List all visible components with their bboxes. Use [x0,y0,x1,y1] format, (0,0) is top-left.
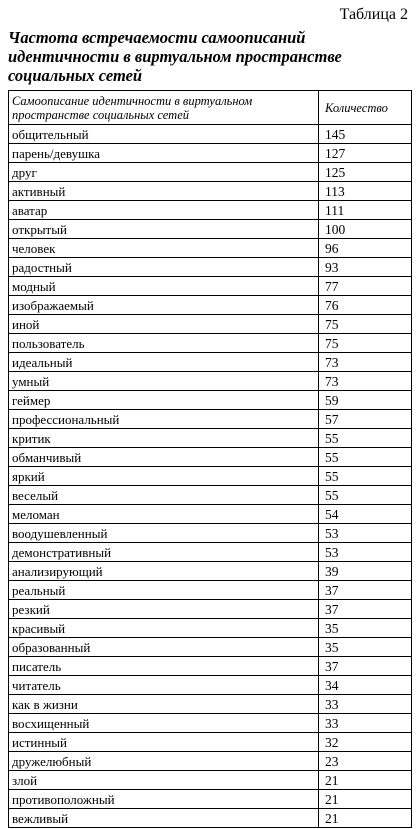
count-cell: 57 [319,410,412,429]
table-row [9,505,412,524]
term-cell: демонстративный [9,543,319,562]
count-cell: 96 [319,239,412,258]
count-cell: 37 [319,581,412,600]
term-cell: писатель [9,657,319,676]
table-row [9,353,412,372]
count-cell: 100 [319,220,412,239]
frequency-table [8,90,412,828]
count-cell: 76 [319,296,412,315]
table-number-label: Таблица 2 [339,6,408,23]
count-cell: 35 [319,619,412,638]
table-row [9,182,412,201]
table-row [9,315,412,334]
table-row [9,543,412,562]
table-row [9,201,412,220]
count-cell: 37 [319,657,412,676]
table-row [9,163,412,182]
table-row [9,600,412,619]
count-cell: 93 [319,258,412,277]
table-row [9,144,412,163]
count-cell: 32 [319,733,412,752]
term-cell: активный [9,182,319,201]
term-cell: образованный [9,638,319,657]
count-cell: 125 [319,163,412,182]
term-cell: красивый [9,619,319,638]
count-cell: 73 [319,372,412,391]
count-cell: 77 [319,277,412,296]
table-row [9,695,412,714]
count-cell: 21 [319,809,412,828]
term-cell: критик [9,429,319,448]
table-row [9,638,412,657]
term-cell: яркий [9,467,319,486]
table-row [9,486,412,505]
term-cell: анализирующий [9,562,319,581]
table-row [9,258,412,277]
count-cell: 55 [319,429,412,448]
table-row [9,239,412,258]
count-cell: 34 [319,676,412,695]
count-cell: 21 [319,771,412,790]
table-row [9,581,412,600]
table-row [9,733,412,752]
table-row [9,410,412,429]
count-cell: 33 [319,695,412,714]
term-cell: геймер [9,391,319,410]
term-cell: вежливый [9,809,319,828]
term-cell: умный [9,372,319,391]
table-row [9,125,412,144]
table-row [9,429,412,448]
table-row [9,714,412,733]
table-row [9,448,412,467]
term-cell: иной [9,315,319,334]
count-cell: 113 [319,182,412,201]
term-cell: злой [9,771,319,790]
table-row [9,334,412,353]
term-cell: восхищенный [9,714,319,733]
count-cell: 73 [319,353,412,372]
table-row [9,790,412,809]
term-cell: дружелюбный [9,752,319,771]
table-row [9,277,412,296]
term-cell: человек [9,239,319,258]
term-cell: модный [9,277,319,296]
table-row [9,619,412,638]
table-caption: Частота встречаемости самоописаний идентичности в виртуальном пространстве социальных сетей [8,28,342,85]
table-row [9,391,412,410]
term-cell: друг [9,163,319,182]
term-cell: профессиональный [9,410,319,429]
count-cell: 37 [319,600,412,619]
count-column-header: Количество [319,91,412,125]
term-cell: воодушевленный [9,524,319,543]
count-cell: 145 [319,125,412,144]
term-cell: противоположный [9,790,319,809]
term-cell: открытый [9,220,319,239]
term-cell: реальный [9,581,319,600]
term-cell: парень/девушка [9,144,319,163]
count-cell: 111 [319,201,412,220]
count-cell: 54 [319,505,412,524]
count-cell: 35 [319,638,412,657]
count-cell: 39 [319,562,412,581]
term-cell: резкий [9,600,319,619]
count-cell: 55 [319,486,412,505]
count-cell: 127 [319,144,412,163]
table-header-row [9,91,412,125]
term-cell: изображаемый [9,296,319,315]
table-row [9,809,412,828]
count-cell: 55 [319,448,412,467]
term-column-header: Самоописание идентичности в виртуальном пространстве социальных сетей [9,91,319,125]
term-cell: обманчивый [9,448,319,467]
table-row [9,752,412,771]
count-cell: 53 [319,524,412,543]
count-cell: 21 [319,790,412,809]
term-cell: пользователь [9,334,319,353]
term-cell: истинный [9,733,319,752]
term-cell: веселый [9,486,319,505]
table-body [9,125,412,828]
count-cell: 75 [319,334,412,353]
table-row [9,372,412,391]
table-row [9,562,412,581]
term-cell: радостный [9,258,319,277]
count-cell: 55 [319,467,412,486]
table-row [9,467,412,486]
term-cell: меломан [9,505,319,524]
table-row [9,296,412,315]
term-cell: общительный [9,125,319,144]
table-row [9,676,412,695]
count-cell: 33 [319,714,412,733]
table-row [9,220,412,239]
table-row [9,657,412,676]
term-cell: идеальный [9,353,319,372]
term-cell: аватар [9,201,319,220]
count-cell: 53 [319,543,412,562]
count-cell: 75 [319,315,412,334]
count-cell: 23 [319,752,412,771]
table-row [9,771,412,790]
term-cell: как в жизни [9,695,319,714]
table-row [9,524,412,543]
count-cell: 59 [319,391,412,410]
term-cell: читатель [9,676,319,695]
